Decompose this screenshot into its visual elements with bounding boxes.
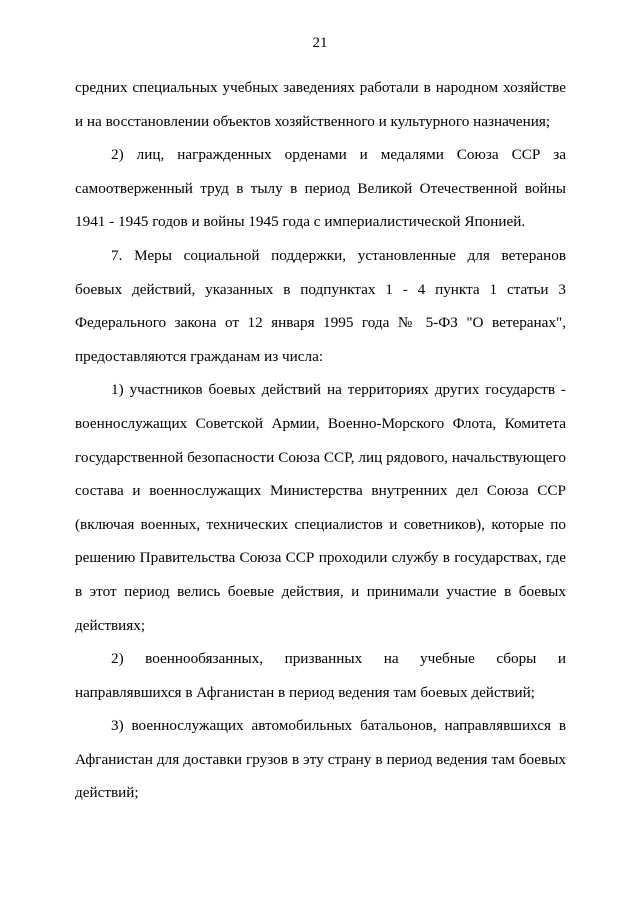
paragraph-item-2-reservists: 2) военнообязанных, призванных на учебные сборы и направлявшихся в Афганистан в период ведения там боевых действий;: [75, 650, 566, 701]
paragraph-item-3-auto-battalions: 3) военнослужащих автомобильных батальонов, направлявшихся в Афганистан для доставки грузов в эту страну в период ведения там боевых действий;: [75, 717, 566, 802]
paragraph-item-1-combat: 1) участников боевых действий на территориях других государств - военнослужащих Советской Армии, Военно-Морского Флота, Комитета государственной безопасности Союза ССР, лиц рядового, начальствующего состава и военнослужащих Министерства внутренних дел Союза ССР (включая военных, технических специалистов и советников), которые по решению Правительства Союза ССР проходили службу в государствах, где в этот период велись боевые действия, и принимали участие в боевых действиях;: [75, 381, 566, 634]
paragraph-continuation: средних специальных учебных заведениях работали в народном хозяйстве и на восстановлении объектов хозяйственного и культурного назначения;: [75, 79, 566, 130]
document-body: [75, 71, 566, 810]
paragraph-item-2-labor: 2) лиц, награжденных орденами и медалями Союза ССР за самоотверженный труд в тылу в период Великой Отечественной войны 1941 - 1945 годов и войны 1945 года с империалистической Японией.: [75, 146, 566, 231]
paragraph-section-7: 7. Меры социальной поддержки, установленные для ветеранов боевых действий, указанных в подпунктах 1 - 4 пункта 1 статьи 3 Федерального закона от 12 января 1995 года № 5-ФЗ "О ветеранах", предоставляются гражданам из числа:: [75, 246, 566, 365]
page-number: 21: [312, 35, 328, 51]
